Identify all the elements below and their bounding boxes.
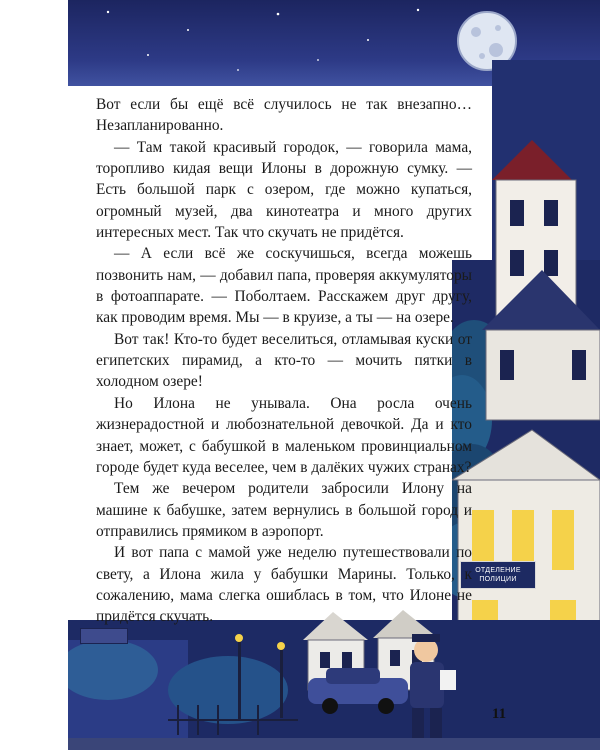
sign-line2: ПОЛИЦИИ [479,576,517,583]
page-number: 11 [491,706,507,722]
paragraph: И вот папа с мамой уже неделю путешествовали по свету, а Илона жила у бабушки Марины. Только, к сожалению, мама слегка ошиблась в том, что Илоне не придётся скучать. [96,544,472,626]
paragraph: Тем же вечером родители забросили Илону на машине к бабушке, затем вернулись в большой город и отправились прямиком в аэропорт. [96,480,472,540]
paragraph: Вот если бы ещё всё случилось не так внезапно… Незапланированно. [96,96,472,135]
paragraph: Вот так! Кто-то будет веселиться, отламывая куски от египетских пирамид, а кто-то — мочить пятки в холодном озере! [96,330,472,391]
paragraph: — Там такой красивый городок, — говорила мама, торопливо кидая вещи Илоны в дорожную сумку. — Есть большой парк с озером, где можно купаться, огромный музей, два кинотеатра и много других интересных мест. Так что скучать не придётся. [96,138,472,242]
sign-line1: ОТДЕЛЕНИЕ [475,567,521,574]
paragraph: — А если всё же соскучишься, всегда можешь позвонить нам, — добавил папа, проверяя аккумуляторы в фотоаппарате. — Поболтаем. Расскажем друг другу, как проводим время. Мы — в круизе, а ты — на озере. [96,245,472,327]
story-text [96,94,472,628]
street-sign [80,628,128,644]
paragraph: Но Илона не унывала. Она росла очень жизнерадостной и любознательной девочкой. Да и кто знает, может, с бабушкой в маленьком провинциальном городе будет куда веселее, чем в далёких чужих странах? [96,394,472,476]
